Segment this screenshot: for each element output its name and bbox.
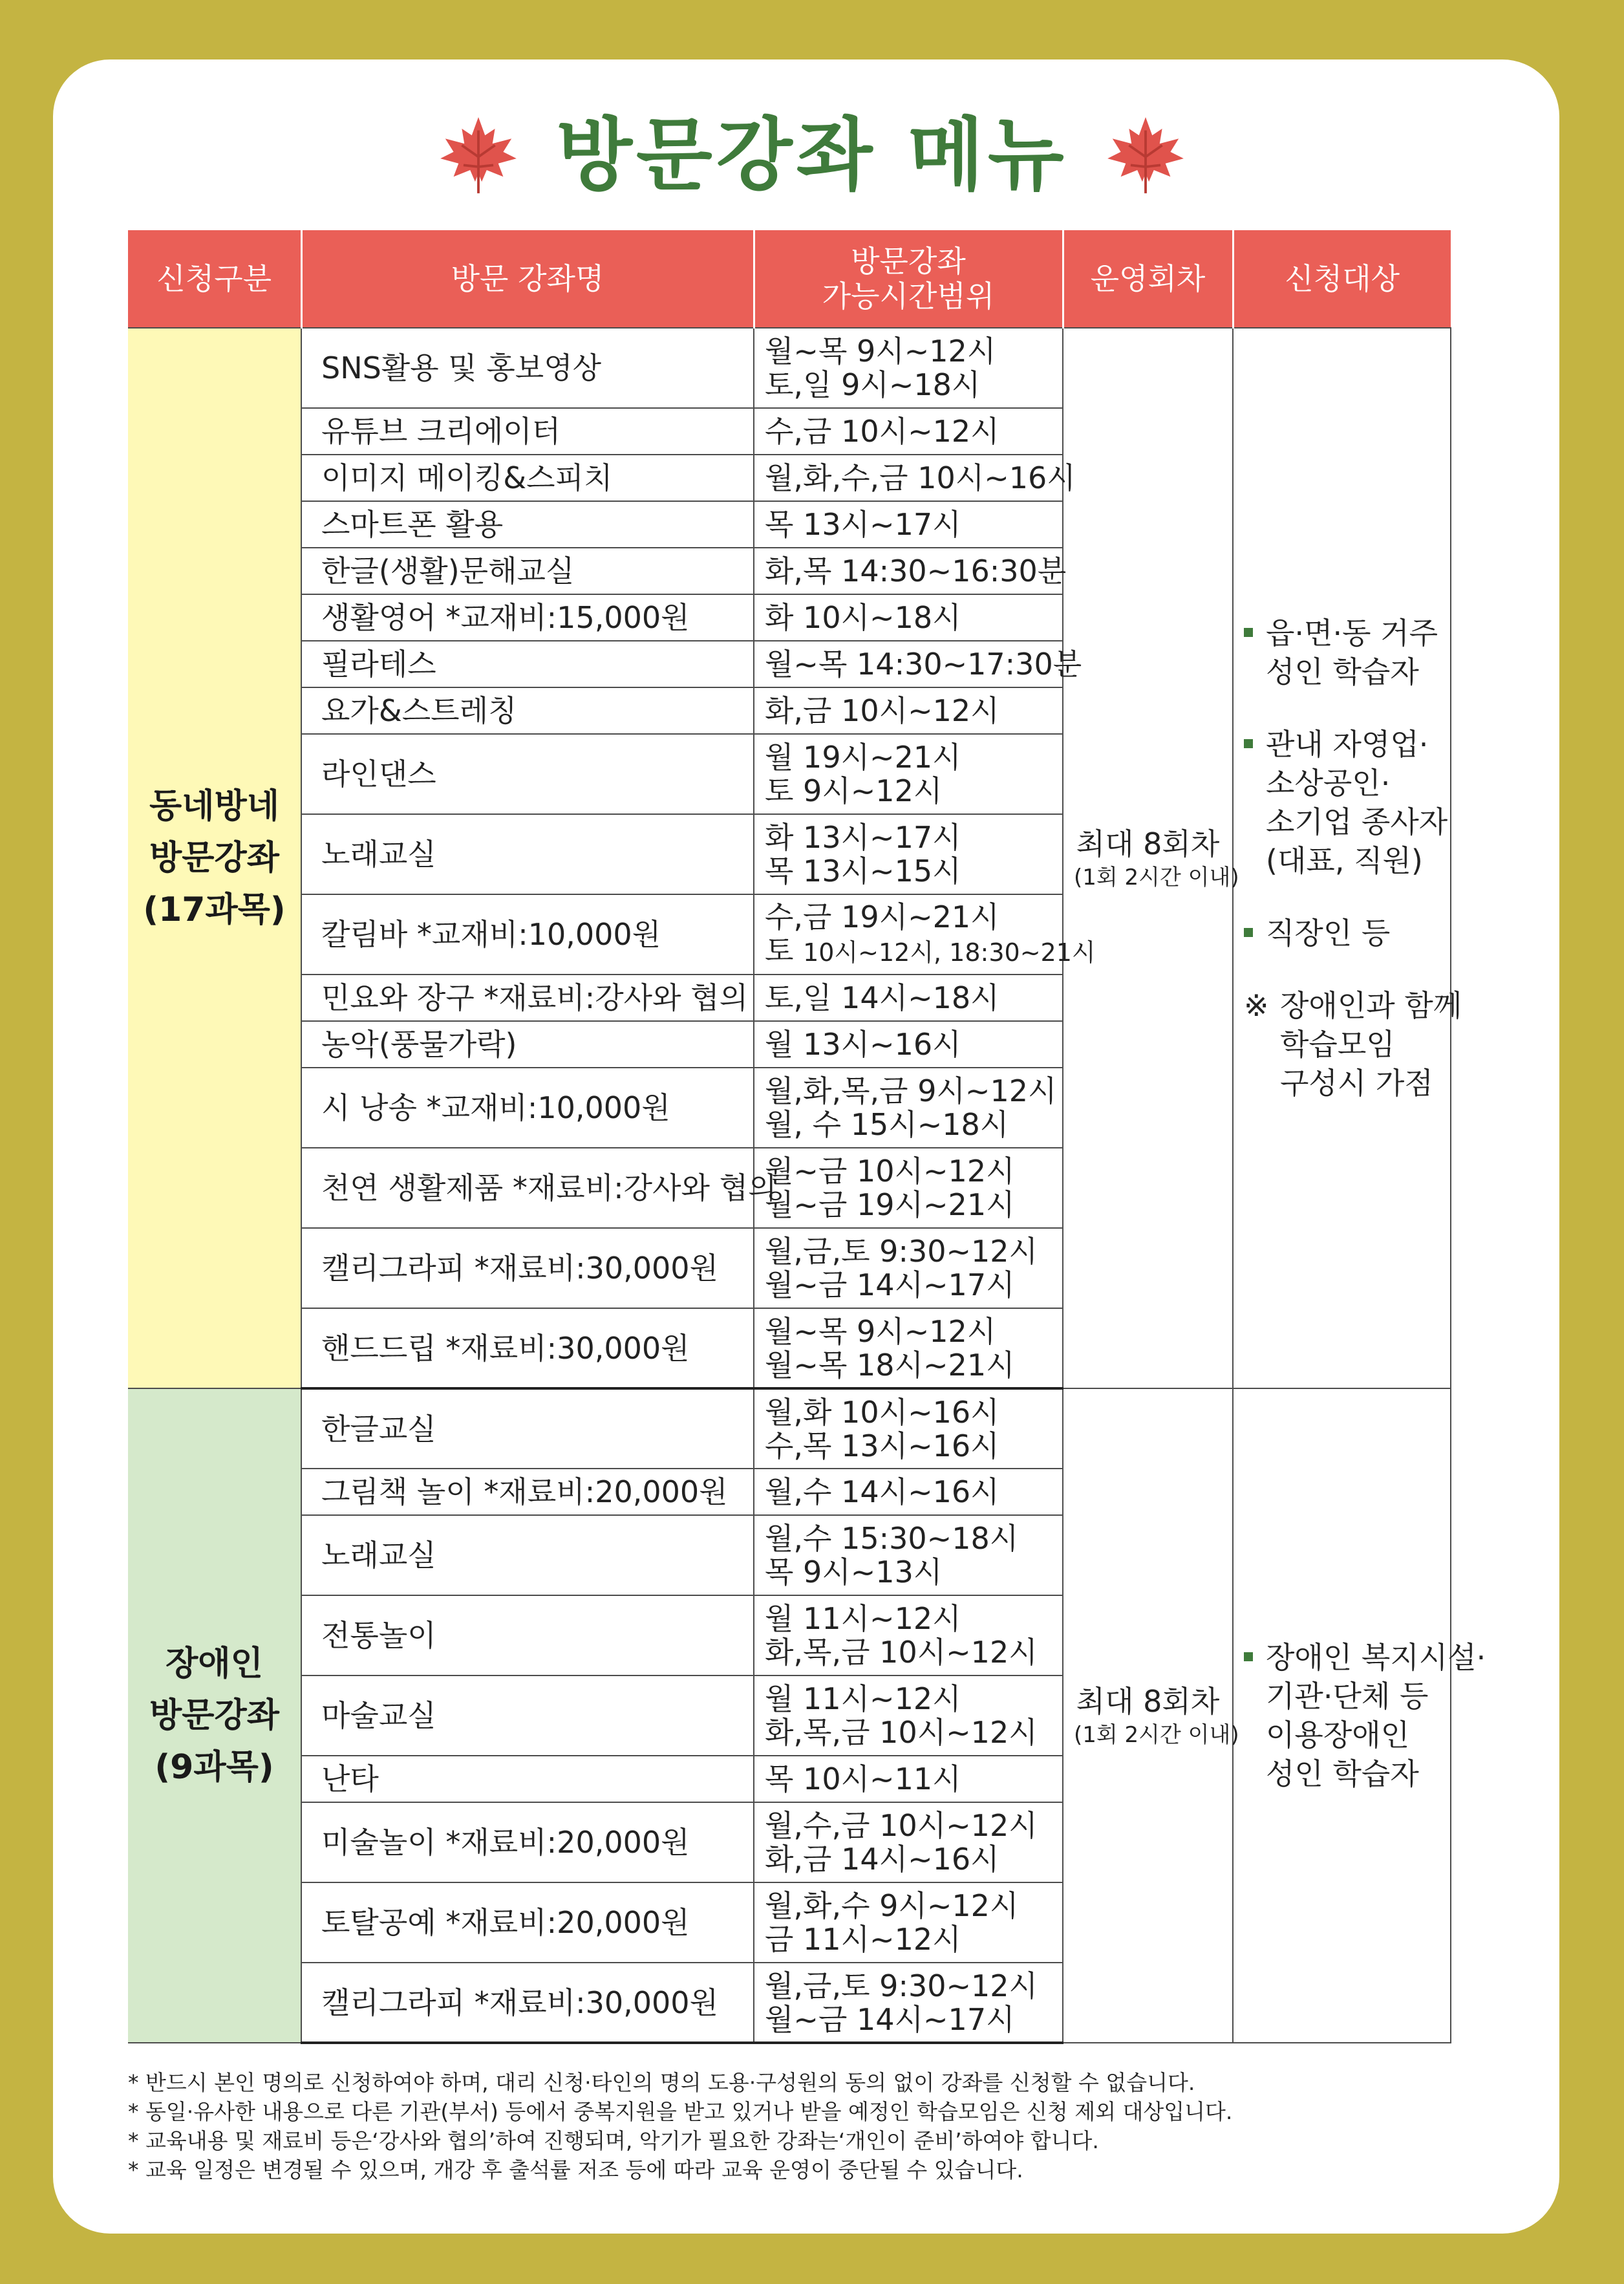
target-item xyxy=(1244,614,1440,691)
course-name xyxy=(301,1963,754,2043)
course-name-text: 유튜브 크리에이터 xyxy=(321,414,561,449)
course-name xyxy=(301,1308,754,1388)
bullet-icon xyxy=(1244,1652,1253,1661)
time-text: 월~목 9시~12시 xyxy=(765,1313,996,1349)
category-label: 장애인 xyxy=(166,1644,263,1683)
footnote: * 교육내용 및 재료비 등은‘강사와 협의’하여 진행되며, 악기가 필요한 강좌는‘개인이 준비’하여야 합니다. xyxy=(128,2128,1099,2153)
time-text: 토 xyxy=(765,932,804,968)
course-name-text: 생활영어 *교재비:15,000원 xyxy=(321,600,690,635)
course-name-text: 농악(풍물가락) xyxy=(321,1027,517,1062)
time-range xyxy=(754,1675,1063,1756)
target-cell xyxy=(1233,1388,1486,2043)
time-text: 월,수 15:30~18시 xyxy=(765,1521,1019,1556)
course-name xyxy=(301,975,754,1021)
time-text: 금 11시~12시 xyxy=(765,1922,961,1957)
course-name-text: 그림책 놀이 *재료비:20,000원 xyxy=(321,1474,728,1509)
time-range xyxy=(754,1469,1063,1515)
course-name-text: 토탈공예 *재료비:20,000원 xyxy=(321,1905,690,1940)
time-text: 월,화,수,금 10시~16시 xyxy=(765,460,1076,495)
course-name-text: 한글(생활)문해교실 xyxy=(321,554,575,588)
category-label: 방문강좌 xyxy=(149,1696,279,1735)
time-range xyxy=(754,1388,1063,1469)
course-name-text: 핸드드립 *재료비:30,000원 xyxy=(321,1330,690,1366)
course-name-text: 칼림바 *교재비:10,000원 xyxy=(321,917,661,952)
course-name xyxy=(301,594,754,641)
sessions-note: (1회 2시간 이내) xyxy=(1074,865,1239,890)
note-text: 구성시 가점 xyxy=(1280,1066,1433,1101)
sessions-cell xyxy=(1063,1388,1239,2043)
course-name xyxy=(301,501,754,548)
course-name xyxy=(301,1802,754,1882)
time-text: 화,목 14:30~16:30분 xyxy=(765,554,1067,588)
course-name-text: 난타 xyxy=(321,1761,379,1796)
time-text: 월~목 14:30~17:30분 xyxy=(765,647,1082,682)
course-name-text: 캘리그라피 *재료비:30,000원 xyxy=(321,1985,718,2020)
header-target: 신청대상 xyxy=(1233,230,1451,328)
time-range xyxy=(754,1148,1063,1228)
time-range xyxy=(754,548,1067,594)
course-name-text: 마술교실 xyxy=(321,1698,436,1733)
course-name xyxy=(301,1675,754,1756)
course-name xyxy=(301,687,754,734)
time-range xyxy=(754,1068,1063,1148)
time-text: 목 9시~13시 xyxy=(765,1555,943,1589)
course-name-text: 노래교실 xyxy=(321,837,436,872)
course-name-text: 한글교실 xyxy=(321,1411,436,1447)
time-text: 월~금 10시~12시 xyxy=(765,1154,1015,1189)
time-text: 목 10시~11시 xyxy=(765,1761,961,1796)
sessions-cell xyxy=(1063,328,1239,1388)
course-name-text: 이미지 메이킹&스피치 xyxy=(321,460,613,495)
time-text: 화,목,금 10시~12시 xyxy=(765,1635,1038,1670)
time-text: 월,수,금 10시~12시 xyxy=(765,1808,1038,1843)
bullet-icon xyxy=(1244,928,1253,937)
course-name xyxy=(301,1388,754,1469)
target-text: 기관·단체 등 xyxy=(1266,1679,1429,1714)
course-name xyxy=(301,1021,754,1068)
time-text: 월 11시~12시 xyxy=(765,1681,961,1716)
bullet-icon xyxy=(1244,739,1253,748)
course-name-text: 미술놀이 *재료비:20,000원 xyxy=(321,1825,690,1860)
course-name-text: 캘리그라피 *재료비:30,000원 xyxy=(321,1251,718,1286)
time-range xyxy=(754,734,1063,814)
time-text: 월 11시~12시 xyxy=(765,1601,961,1636)
time-range xyxy=(754,594,1063,641)
note-mark-icon: ※ xyxy=(1244,988,1269,1023)
header-category: 신청구분 xyxy=(128,230,301,328)
course-name xyxy=(301,1469,754,1515)
time-text: 수,목 13시~16시 xyxy=(765,1428,999,1463)
page-title: 방문강좌 메뉴 xyxy=(556,109,1068,201)
category-label: (17과목) xyxy=(143,890,286,929)
sessions-note: (1회 2시간 이내) xyxy=(1074,1722,1239,1748)
target-text: 읍·면·동 거주 xyxy=(1266,616,1438,651)
target-text: 이용장애인 xyxy=(1266,1718,1410,1752)
target-text: 소상공인· xyxy=(1266,766,1391,801)
time-text: 월~금 14시~17시 xyxy=(765,2001,1015,2037)
time-text: 월~목 9시~12시 xyxy=(765,334,996,369)
title-row xyxy=(0,109,1624,201)
target-text: 관내 자영업· xyxy=(1266,727,1429,762)
time-range xyxy=(754,1595,1063,1675)
time-text: 토,일 9시~18시 xyxy=(765,367,981,402)
time-range xyxy=(754,1963,1063,2043)
time-text: 월 13시~16시 xyxy=(765,1027,961,1062)
header-sessions: 운영회차 xyxy=(1063,230,1233,328)
footnote: * 교육 일정은 변경될 수 있으며, 개강 후 출석률 저조 등에 따라 교육 운영이 중단될 수 있습니다. xyxy=(128,2157,1023,2182)
time-text: 월,금,토 9:30~12시 xyxy=(765,1968,1038,2003)
time-range xyxy=(754,1882,1063,1963)
time-range xyxy=(754,408,1063,455)
course-name-text: 전통놀이 xyxy=(321,1618,436,1653)
time-text: 월,화,수 9시~12시 xyxy=(765,1888,1019,1923)
course-name-text: 천연 생활제품 *재료비:강사와 협의 xyxy=(321,1170,777,1205)
target-text: 장애인 복지시설· xyxy=(1266,1640,1486,1675)
time-range xyxy=(754,814,1063,894)
time-text: 월~금 19시~21시 xyxy=(765,1187,1015,1222)
course-name-text: 시 낭송 *교재비:10,000원 xyxy=(321,1090,670,1125)
time-text: 토,일 14시~18시 xyxy=(765,980,999,1015)
course-name-text: 라인댄스 xyxy=(321,757,436,792)
sessions-text: 최대 8회차 xyxy=(1076,1684,1220,1719)
note-text: 장애인과 함께 xyxy=(1280,988,1462,1023)
course-name-text: 요가&스트레칭 xyxy=(321,693,517,728)
time-text: 월~목 18시~21시 xyxy=(765,1347,1015,1383)
course-name xyxy=(301,734,754,814)
time-text: 월,금,토 9:30~12시 xyxy=(765,1234,1038,1269)
category-cell xyxy=(128,328,301,1388)
header-time: 방문강좌 가능시간범위 xyxy=(754,230,1063,328)
time-text: 월,화 10시~16시 xyxy=(765,1394,999,1430)
time-range xyxy=(754,1228,1063,1308)
time-text: 월 19시~21시 xyxy=(765,740,961,775)
time-range xyxy=(754,1021,1063,1068)
maple-leaf-icon xyxy=(437,114,520,197)
time-text: 수,금 10시~12시 xyxy=(765,414,999,449)
time-text: 10시~12시, 18:30~21시 xyxy=(803,938,1096,967)
course-name-text: 스마트폰 활용 xyxy=(321,507,504,542)
table-row xyxy=(128,328,1451,408)
time-range xyxy=(754,975,1063,1021)
time-text: 월,화,목,금 9시~12시 xyxy=(765,1073,1057,1108)
target-text: 성인 학습자 xyxy=(1266,654,1419,689)
course-name xyxy=(301,548,754,594)
course-name xyxy=(301,1882,754,1963)
time-text: 화 10시~18시 xyxy=(765,600,961,635)
target-item xyxy=(1244,914,1440,953)
time-range xyxy=(754,1515,1063,1595)
note-text: 학습모임 xyxy=(1280,1027,1395,1062)
course-name-text: 노래교실 xyxy=(321,1538,436,1573)
course-name xyxy=(301,1595,754,1675)
target-text: 소기업 종사자 xyxy=(1266,804,1448,839)
time-text: 화 13시~17시 xyxy=(765,820,961,855)
course-name xyxy=(301,328,754,408)
category-label: (9과목) xyxy=(155,1748,274,1787)
course-name-text: 민요와 장구 *재료비:강사와 협의 xyxy=(321,980,749,1015)
course-name xyxy=(301,814,754,894)
time-text: 목 13시~15시 xyxy=(765,854,961,889)
time-range xyxy=(754,687,1063,734)
time-range xyxy=(754,501,1063,548)
category-label: 방문강좌 xyxy=(149,839,279,878)
course-name-text: SNS활용 및 홍보영상 xyxy=(321,350,602,385)
course-name xyxy=(301,1068,754,1148)
course-name xyxy=(301,455,754,501)
header-course: 방문 강좌명 xyxy=(301,230,754,328)
target-text: (대표, 직원) xyxy=(1266,843,1423,878)
course-name xyxy=(301,1756,754,1802)
footnote: * 동일·유사한 내용으로 다른 기관(부서) 등에서 중복지원을 받고 있거나 받을 예정인 학습모임은 신청 제외 대상입니다. xyxy=(128,2099,1233,2124)
table-body xyxy=(128,328,1486,2043)
course-table xyxy=(128,230,1486,2044)
course-name xyxy=(301,1515,754,1595)
time-text: 토 9시~12시 xyxy=(765,773,943,808)
bullet-icon xyxy=(1244,628,1253,637)
time-range xyxy=(754,1308,1063,1388)
time-text: 월, 수 15시~18시 xyxy=(765,1107,1009,1142)
time-range xyxy=(754,328,1063,408)
category-cell xyxy=(128,1388,301,2043)
time-text: 수,금 19시~21시 xyxy=(765,899,999,934)
time-text: 월,수 14시~16시 xyxy=(765,1474,999,1509)
target-item xyxy=(1244,725,1448,880)
note-item xyxy=(1244,986,1462,1103)
course-name xyxy=(301,1148,777,1228)
target-text: 성인 학습자 xyxy=(1266,1756,1419,1791)
target-text: 직장인 등 xyxy=(1266,916,1391,951)
maple-leaf-icon xyxy=(1104,114,1187,197)
time-range xyxy=(754,1802,1063,1882)
time-range xyxy=(754,455,1076,501)
table-header-row xyxy=(128,230,1451,328)
sessions-text: 최대 8회차 xyxy=(1076,826,1220,861)
time-text: 목 13시~17시 xyxy=(765,507,961,542)
time-text: 화,금 14시~16시 xyxy=(765,1842,999,1877)
footnote: * 반드시 본인 명의로 신청하여야 하며, 대리 신청·타인의 명의 도용·구성원의 동의 없이 강좌를 신청할 수 없습니다. xyxy=(128,2070,1195,2095)
time-text: 월~금 14시~17시 xyxy=(765,1267,1015,1302)
course-name xyxy=(301,641,754,687)
time-text: 화,목,금 10시~12시 xyxy=(765,1715,1038,1750)
time-range xyxy=(754,641,1082,687)
target-item xyxy=(1244,1638,1486,1793)
course-name xyxy=(301,1228,754,1308)
course-name xyxy=(301,408,754,455)
target-cell xyxy=(1233,328,1462,1388)
footnotes xyxy=(128,2068,1486,2184)
time-range xyxy=(754,894,1096,975)
time-text: 화,금 10시~12시 xyxy=(765,693,999,728)
course-name xyxy=(301,894,754,975)
time-range xyxy=(754,1756,1063,1802)
table-row xyxy=(128,1388,1451,1469)
course-name-text: 필라테스 xyxy=(321,647,436,682)
category-label: 동네방네 xyxy=(149,787,279,826)
